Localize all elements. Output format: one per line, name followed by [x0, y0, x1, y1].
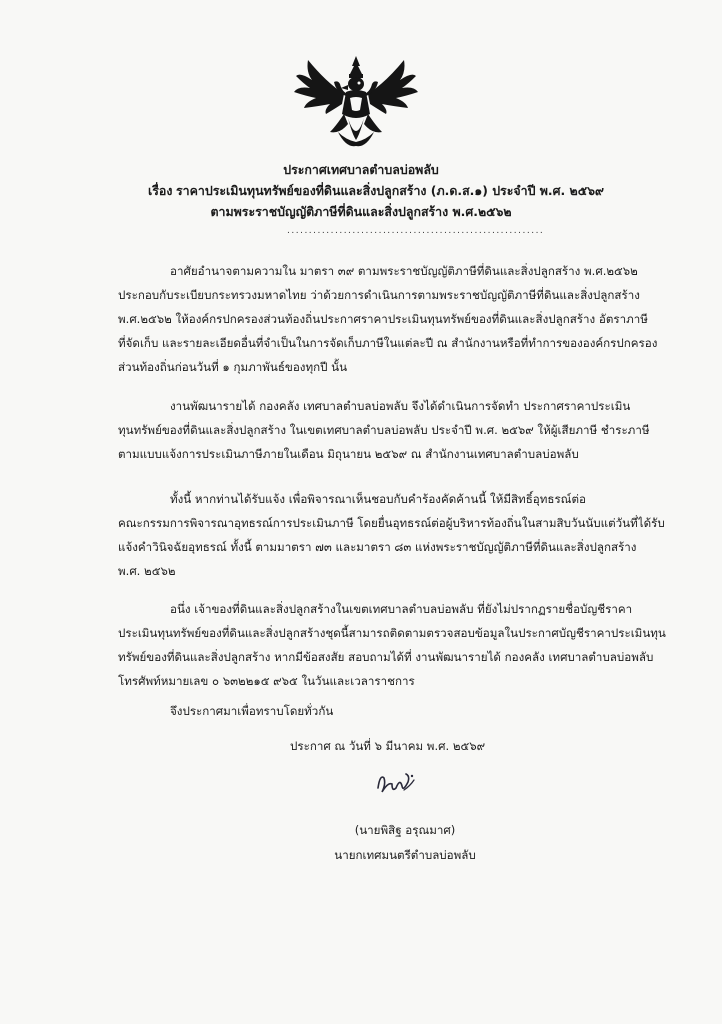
garuda-emblem-icon	[286, 52, 426, 150]
signer-position: นายกเทศมนตรีตำบลบ่อพลับ	[334, 848, 476, 862]
document-title: ประกาศเทศบาลตำบลบ่อพลับ	[283, 162, 439, 177]
paragraph-authority	[118, 259, 658, 379]
paragraph-line: คณะกรรมการพิจารณาอุทธรณ์การประเมินภาษี โดยยื่นอุทธรณ์ต่อผู้บริหารท้องถิ่นในสามสิบวันนับแต่วันที่ได้รับ	[118, 516, 665, 530]
subject-text: ราคาประเมินทุนทรัพย์ของที่ดินและสิ่งปลูกสร้าง (ภ.ด.ส.๑) ประจำปี พ.ศ. ๒๕๖๙	[176, 183, 605, 198]
closing-statement: จึงประกาศมาเพื่อทราบโดยทั่วกัน	[170, 704, 334, 718]
title-separator: ...........................................................	[287, 226, 545, 236]
subject-label: เรื่อง	[148, 183, 173, 198]
paragraph-line: พ.ศ.๒๕๖๒ ให้องค์กรปกครองส่วนท้องถิ่นประกาศราคาประเมินทุนทรัพย์ของที่ดินและสิ่งปลูกสร้าง อัตราภาษี	[118, 312, 648, 326]
law-reference: ตามพระราชบัญญัติภาษีที่ดินและสิ่งปลูกสร้าง พ.ศ.๒๕๖๒	[210, 204, 512, 219]
paragraph-appeal	[118, 487, 665, 583]
document-subject	[148, 180, 618, 201]
paragraph-line: ทรัพย์ของที่ดินและสิ่งปลูกสร้าง หากมีข้อสงสัย สอบถามได้ที่ งานพัฒนารายได้ กองคลัง เทศบาลตำบลบ่อพลับ	[118, 650, 654, 664]
paragraph-line: ส่วนท้องถิ่นก่อนวันที่ ๑ กุมภาพันธ์ของทุกปี นั้น	[118, 360, 348, 374]
paragraph-line: งานพัฒนารายได้ กองคลัง เทศบาลตำบลบ่อพลับ จึงได้ดำเนินการจัดทำ ประกาศราคาประเมิน	[170, 399, 631, 413]
paragraph-line: โทรศัพท์หมายเลข ๐ ๖๓๒๒๑๕ ๙๖๕ ในวันและเวลาราชการ	[118, 674, 415, 688]
paragraph-line: อาศัยอำนาจตามความใน มาตรา ๓๙ ตามพระราชบัญญัติภาษีที่ดินและสิ่งปลูกสร้าง พ.ศ.๒๕๖๒	[170, 264, 638, 278]
paragraph-line: ทุนทรัพย์ของที่ดินและสิ่งปลูกสร้าง ในเขตเทศบาลตำบลบ่อพลับ ประจำปี พ.ศ. ๒๕๖๙ ให้ผู้เสียภาษี ชำระภาษี	[118, 423, 650, 437]
paragraph-line: ที่จัดเก็บ และรายละเอียดอื่นที่จำเป็นในการจัดเก็บภาษีในแต่ละปี ณ สำนักงานหรือที่ทำการขององค์กรปกครอง	[118, 336, 658, 350]
paragraph-line: ทั้งนี้ หากท่านได้รับแจ้ง เพื่อพิจารณาเห็นชอบกับคำร้องคัดค้านนี้ ให้มีสิทธิ์อุทธรณ์ต่อ	[170, 492, 586, 506]
paragraph-revenue	[118, 394, 650, 466]
paragraph-line: ตามแบบแจ้งการประเมินภาษีภายในเดือน มิถุนายน ๒๕๖๙ ณ สำนักงานเทศบาลตำบลบ่อพลับ	[118, 447, 579, 461]
announcement-date: ประกาศ ณ วันที่ ๖ มีนาคม พ.ศ. ๒๕๖๙	[290, 739, 486, 753]
signer-name: (นายพิสิฐ อรุณมาศ)	[354, 823, 456, 837]
paragraph-line: พ.ศ. ๒๕๖๒	[118, 564, 176, 578]
signature-icon	[370, 768, 430, 800]
paragraph-line: แจ้งคำวินิจฉัยอุทธรณ์ ทั้งนี้ ตามมาตรา ๗๓ และมาตรา ๘๓ แห่งพระราชบัญญัติภาษีที่ดินและสิ่งปลูกสร้าง	[118, 540, 637, 554]
paragraph-contact	[118, 597, 666, 693]
paragraph-line: ประเมินทุนทรัพย์ของที่ดินและสิ่งปลูกสร้างชุดนี้สามารถติดตามตรวจสอบข้อมูลในประกาศบัญชีราคาประเมินทุน	[118, 626, 666, 640]
paragraph-line: ประกอบกับระเบียบกระทรวงมหาดไทย ว่าด้วยการดำเนินการตามพระราชบัญญัติภาษีที่ดินและสิ่งปลูกสร้าง	[118, 288, 640, 302]
paragraph-line: อนึ่ง เจ้าของที่ดินและสิ่งปลูกสร้างในเขตเทศบาลตำบลบ่อพลับ ที่ยังไม่ปรากฏรายชื่อบัญชีราคา	[170, 602, 633, 616]
